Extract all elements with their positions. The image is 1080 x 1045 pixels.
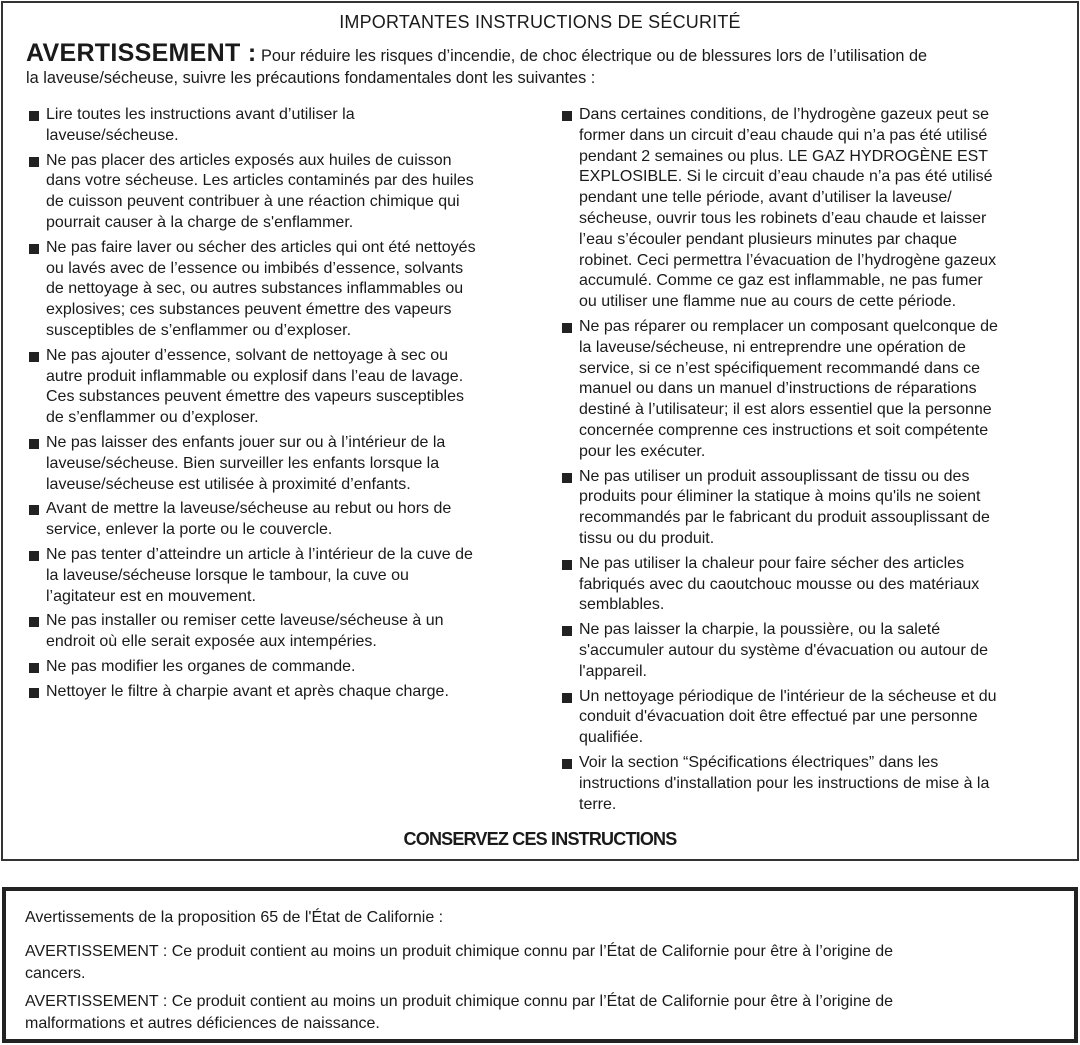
bullet-square-icon: [562, 473, 572, 483]
text-line: autre produit inflammable ou explosif dans l’eau de lavage.: [46, 367, 464, 385]
bullet-square-icon: [29, 439, 39, 449]
text-line: destiné à l’utilisateur; il est alors essentiel que la personne: [579, 401, 992, 419]
bullet-square-icon: [562, 111, 572, 121]
bullet-square-icon: [29, 244, 39, 254]
text-line: malformations et autres déficiences de naissance.: [25, 1014, 380, 1032]
list-item: [28, 499, 476, 541]
list-item: [28, 346, 476, 429]
text-line: tissu ou du produit.: [579, 529, 715, 547]
list-item: [561, 753, 998, 815]
text-line: recommandés par le fabricant du produit assouplissant de: [579, 509, 990, 527]
prop65-warning-birth-defects: [25, 991, 893, 1034]
list-item: [28, 611, 476, 653]
text-line: s'accumuler autour du système d'évacuation ou autour de: [579, 641, 989, 659]
text-line: Ne pas laisser la charpie, la poussière, ou la saleté: [579, 621, 941, 639]
text-line: Ne pas réparer ou remplacer un composant quelconque de: [579, 317, 998, 335]
warning-text-continued: la laveuse/sécheuse, suivre les précautions fondamentales dont les suivantes :: [26, 69, 596, 87]
text-line: Ne pas placer des articles exposés aux huiles de cuisson: [46, 151, 452, 169]
list-item: [28, 105, 476, 147]
text-line: semblables.: [579, 596, 665, 614]
right-column-list: [561, 105, 998, 819]
bullet-square-icon: [562, 323, 572, 333]
bullet-square-icon: [29, 688, 39, 698]
warning-label: AVERTISSEMENT :: [26, 39, 257, 67]
text-line: AVERTISSEMENT : Ce produit contient au moins un produit chimique connu par l’État de Californie pour être à l’origine de: [25, 943, 894, 960]
text-line: Lire toutes les instructions avant d’utiliser la: [46, 106, 355, 123]
list-item: [561, 105, 998, 313]
text-line: de s’enflammer ou d’exploser.: [46, 409, 259, 427]
list-item: [28, 545, 476, 607]
text-line: susceptibles de s’enflammer ou d’exploser.: [46, 321, 352, 339]
text-line: Un nettoyage périodique de l'intérieur de la sécheuse et du: [579, 687, 997, 705]
prop65-heading: Avertissements de la proposition 65 de l'État de Californie :: [25, 909, 444, 926]
text-line: Ne pas modifier les organes de commande.: [46, 657, 356, 675]
text-line: service, enlever la porte ou le couvercle.: [46, 521, 333, 539]
list-item: [28, 657, 476, 678]
text-line: pendant 2 semaines ou plus. LE GAZ HYDROGÈNE EST: [579, 147, 989, 165]
text-line: Ces substances peuvent émettre des vapeurs susceptibles: [46, 388, 465, 406]
text-line: l'appareil.: [579, 662, 647, 680]
text-line: Ne pas faire laver ou sécher des articles qui ont été nettoyés: [46, 238, 476, 256]
text-line: terre.: [579, 795, 617, 813]
text-line: fabriqués avec du caoutchouc mousse ou des matériaux: [579, 575, 980, 593]
text-line: laveuse/sécheuse.: [46, 126, 179, 144]
list-item: [561, 554, 998, 616]
list-item: [561, 467, 998, 550]
text-line: cancers.: [25, 964, 86, 982]
bullet-square-icon: [562, 560, 572, 570]
text-line: robinet. Ceci permettra l’évacuation de l’hydrogène gazeux: [579, 251, 997, 269]
bullet-square-icon: [29, 663, 39, 673]
bullet-square-icon: [29, 551, 39, 561]
warning-text: Pour réduire les risques d’incendie, de choc électrique ou de blessures lors de l’utilisation de: [260, 47, 928, 65]
text-line: endroit où elle serait exposée aux intempéries.: [46, 633, 377, 651]
safety-instructions-box: [1, 1, 1079, 861]
text-line: Ne pas utiliser un produit assouplissant de tissu ou des: [579, 467, 970, 485]
bullet-square-icon: [562, 759, 572, 769]
prop65-box: [2, 887, 1078, 1043]
list-item: [28, 433, 476, 495]
list-item: [28, 238, 476, 342]
text-line: Nettoyer le filtre à charpie avant et après chaque charge.: [46, 682, 449, 700]
text-line: Dans certaines conditions, de l’hydrogène gazeux peut se: [579, 106, 990, 123]
text-line: conduit d'évacuation doit être effectué par une personne: [579, 708, 978, 726]
bullet-square-icon: [29, 505, 39, 515]
text-line: explosives; ces substances peuvent émettre des vapeurs: [46, 301, 452, 319]
text-line: Voir la section “Spécifications électriques” dans les: [579, 753, 939, 771]
text-line: la laveuse/sécheuse lorsque le tambour, la cuve ou: [46, 566, 409, 584]
list-item: [561, 317, 998, 463]
prop65-warning-cancer: [25, 941, 893, 984]
text-line: laveuse/sécheuse est utilisée à proximité d’enfants.: [46, 475, 411, 493]
page-title: IMPORTANTES INSTRUCTIONS DE SÉCURITÉ: [339, 12, 741, 32]
text-line: EXPLOSIBLE. Si le circuit d’eau chaude n’a pas été utilisé: [579, 168, 993, 186]
text-line: produits pour éliminer la statique à moins qu'ils ne soient: [579, 488, 981, 506]
list-item: [561, 620, 998, 682]
text-line: ou utiliser une flamme nue au cours de cette période.: [579, 293, 957, 311]
keep-instructions-heading: CONSERVEZ CES INSTRUCTIONS: [403, 829, 677, 849]
list-item: [561, 687, 998, 749]
text-line: instructions d'installation pour les instructions de mise à la: [579, 774, 990, 792]
text-line: l’eau s’écouler pendant plusieurs minutes par chaque: [579, 230, 958, 248]
text-line: de cuisson peuvent contribuer à une réaction chimique qui: [46, 193, 460, 211]
text-line: laveuse/sécheuse. Bien surveiller les enfants lorsque la: [46, 454, 440, 472]
warning-intro: [26, 39, 927, 68]
text-line: de nettoyage à sec, ou autres substances inflammables ou: [46, 280, 464, 298]
bullet-square-icon: [29, 157, 39, 167]
text-line: l’agitateur est en mouvement.: [46, 587, 256, 605]
bullet-square-icon: [29, 352, 39, 362]
text-line: qualifiée.: [579, 729, 644, 747]
text-line: pendant une telle période, avant d’utiliser la laveuse/: [579, 189, 952, 207]
bullet-square-icon: [29, 617, 39, 627]
text-line: ou lavés avec de l’essence ou imbibés d’essence, solvants: [46, 259, 464, 277]
text-line: Ne pas tenter d’atteindre un article à l’intérieur de la cuve de: [46, 545, 473, 563]
text-line: Ne pas laisser des enfants jouer sur ou à l’intérieur de la: [46, 433, 446, 451]
text-line: pourrait causer à la charge de s'enflammer.: [46, 213, 354, 231]
text-line: Avant de mettre la laveuse/sécheuse au rebut ou hors de: [46, 500, 452, 518]
left-column-list: [28, 105, 476, 707]
text-line: accumulé. Comme ce gaz est inflammable, ne pas fumer: [579, 272, 983, 290]
text-line: former dans un circuit d’eau chaude qui n’a pas été utilisé: [579, 126, 988, 144]
list-item: [28, 682, 476, 703]
text-line: concernée comprenne ces instructions et soit compétente: [579, 421, 989, 439]
bullet-square-icon: [29, 111, 39, 121]
list-item: [28, 151, 476, 234]
bullet-square-icon: [562, 693, 572, 703]
text-line: Ne pas installer ou remiser cette laveuse/sécheuse à un: [46, 612, 444, 630]
text-line: sécheuse, ouvrir tous les robinets d’eau chaude et laisser: [579, 209, 987, 227]
text-line: pour les exécuter.: [579, 442, 706, 460]
text-line: Ne pas utiliser la chaleur pour faire sécher des articles: [579, 554, 965, 572]
text-line: dans votre sécheuse. Les articles contaminés par des huiles: [46, 172, 474, 190]
text-line: la laveuse/sécheuse, ni entreprendre une opération de: [579, 338, 966, 356]
text-line: manuel ou dans un manuel d’instructions de réparations: [579, 380, 977, 398]
text-line: service, si ce n’est spécifiquement recommandé dans ce: [579, 359, 981, 377]
text-line: AVERTISSEMENT : Ce produit contient au moins un produit chimique connu par l’État de Californie pour être à l’origine de: [25, 993, 894, 1010]
text-line: Ne pas ajouter d’essence, solvant de nettoyage à sec ou: [46, 346, 449, 364]
bullet-square-icon: [562, 626, 572, 636]
